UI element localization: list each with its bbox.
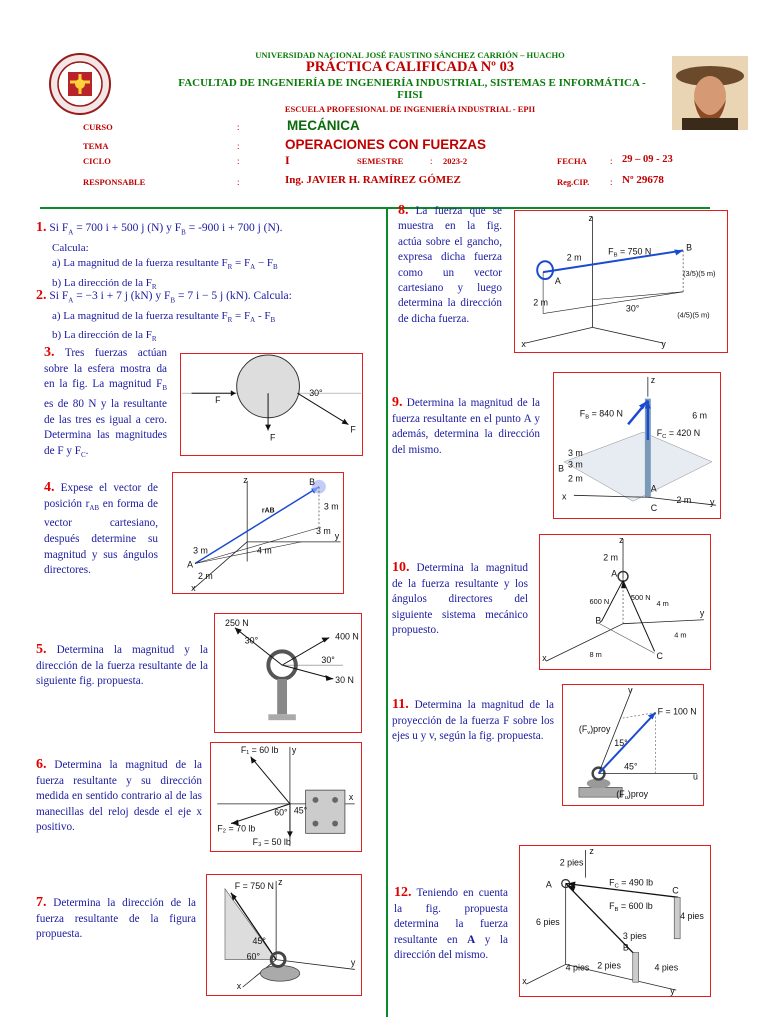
fig8-angle: 30° bbox=[625, 303, 640, 314]
fig6-f1: F₁ = 60 lb bbox=[240, 744, 279, 755]
problem-1-sub-a: A bbox=[68, 228, 74, 237]
fig8-r2: (4/5)(5 m) bbox=[677, 310, 710, 320]
problem-3-text: Tres fuerzas actúan sobre la esfera mostra da en la fig. La magnitud F bbox=[44, 347, 167, 391]
curso-value: MECÁNICA bbox=[287, 118, 360, 133]
fig9-fbv: = 840 N bbox=[589, 408, 623, 419]
problem-9-number: 9. bbox=[392, 395, 403, 410]
ciclo-value: I bbox=[285, 153, 290, 167]
problem-10-number: 10. bbox=[392, 560, 410, 575]
fig5-f2: 400 N bbox=[335, 631, 359, 642]
svg-text:FB = 750 N: $F_B = 750$ N bbox=[608, 246, 652, 259]
svg-text:FB = 840 N: $F_B = 840$ N bbox=[579, 408, 623, 421]
problem-4: 4. Expese el vector de posición $r_{AB}$ en forma de vector cartesiano, después determine su magnitud y sus ángulos directores. bbox=[44, 480, 158, 577]
problem-12-number: 12. bbox=[394, 885, 412, 900]
fig10-a: A bbox=[611, 568, 618, 579]
problem-12 bbox=[394, 885, 508, 964]
fig11-u: u bbox=[693, 771, 698, 782]
problem-6 bbox=[36, 757, 202, 836]
svg-text:FB = 600 lb: $F_B = 600$ lb bbox=[609, 901, 653, 914]
problem-12-bold: A bbox=[467, 933, 476, 946]
fig7-a1: 45° bbox=[252, 935, 266, 946]
fig6-f3: F₃ = 50 lb bbox=[252, 837, 291, 848]
fig9-y: y bbox=[709, 497, 715, 508]
fig9-z: z bbox=[650, 374, 656, 385]
fig4-a: A bbox=[187, 559, 194, 570]
fig10-c: C bbox=[656, 651, 663, 662]
fig8-fb: F bbox=[608, 246, 614, 257]
problem-6-number: 6. bbox=[36, 757, 47, 772]
problem-2-part-b: b) La dirección de la $F_R$ bbox=[52, 329, 157, 344]
svg-text:(Fv)proy: $(F_v)proy$ bbox=[578, 724, 611, 737]
problem-1-part-b: b) La dirección de la $F_R$ bbox=[52, 276, 157, 292]
fig9-c: C bbox=[650, 503, 658, 514]
semestre-colon: : bbox=[430, 156, 433, 166]
regcip-label: Reg.CIP. bbox=[557, 177, 590, 187]
fig4-r: rAB bbox=[261, 507, 275, 515]
fig12-d5: 4 pies bbox=[565, 962, 590, 973]
fig11-fu: (F bbox=[616, 789, 625, 800]
fig12-a: A bbox=[545, 879, 552, 890]
problem-4-text: Expese el vector de posición r bbox=[44, 482, 158, 510]
fig12-fcv: = 490 lb bbox=[618, 877, 654, 888]
fig7-x: x bbox=[236, 981, 242, 992]
problem-2-part-a: a) La magnitud de la fuerza resultante $F_R = F_A - F_B$ bbox=[52, 309, 276, 324]
problem-11-text: Determina la magnitud de la proyección de la fuerza F sobre los ejes u y v, según la fig. propuesta. bbox=[392, 699, 555, 743]
fig6-a2: 45° bbox=[293, 805, 308, 816]
problem-4-text2: en forma de vector cartesiano, después determine su magnitud y sus ángulos directores. bbox=[44, 497, 158, 577]
figure-3 bbox=[180, 353, 363, 456]
fig9-fcv: = 420 N bbox=[666, 428, 701, 439]
school-name: ESCUELA PROFESIONAL DE INGENIERÍA INDUSTRIAL - EPII bbox=[284, 104, 536, 114]
fig10-b: B bbox=[595, 615, 602, 626]
problem-3-number: 3. bbox=[44, 345, 55, 360]
curso-colon: : bbox=[237, 122, 240, 132]
ciclo-label: CICLO bbox=[83, 156, 111, 166]
responsable-colon: : bbox=[237, 177, 240, 187]
fig4-d5: 2 m bbox=[198, 571, 213, 582]
fig10-d3: 4 m bbox=[674, 630, 687, 640]
fig9-b: B bbox=[558, 463, 565, 474]
fig8-z: z bbox=[588, 212, 593, 223]
problem-5-number: 5. bbox=[36, 642, 47, 657]
fig11-v: v bbox=[628, 685, 633, 695]
problem-11 bbox=[392, 697, 554, 745]
fig6-f2: F₂ = 70 lb bbox=[217, 823, 256, 834]
fig10-x: x bbox=[542, 653, 547, 664]
fig11-fv: (F bbox=[578, 724, 588, 735]
problem-1-calc: Calcula: bbox=[52, 241, 89, 254]
figure-12 bbox=[519, 845, 711, 997]
fig10-d4: 8 m bbox=[589, 650, 602, 660]
fig3-fb: F bbox=[270, 432, 276, 443]
figure-9 bbox=[553, 372, 721, 519]
figure-10 bbox=[539, 534, 711, 670]
practice-title: PRÁCTICA CALIFICADA Nº 03 bbox=[305, 59, 515, 75]
problem-2-number: 2. bbox=[36, 288, 47, 303]
fig12-d1: 2 pies bbox=[559, 857, 584, 868]
fig10-z: z bbox=[619, 535, 624, 545]
problem-8-text: La fuerza que se muestra en la fig. actúa sobre el gancho, expresa dicha fuerza como un vector cartesiano y luego determina la dirección de dicha fuerza. bbox=[398, 205, 503, 325]
fig8-y: y bbox=[661, 339, 666, 350]
fig10-y: y bbox=[699, 607, 705, 618]
portrait-icon bbox=[672, 56, 748, 130]
ciclo-colon: : bbox=[237, 156, 240, 166]
problem-11-number: 11. bbox=[392, 697, 409, 712]
figure-11 bbox=[562, 684, 704, 806]
svg-text:(Fu)proy: $(F_u)proy$ bbox=[616, 789, 649, 802]
fig3-angle: 30° bbox=[309, 388, 323, 399]
fig4-d4: 3 m bbox=[193, 545, 208, 556]
problem-2-eq-b: = 7 i − 5 j (kN). Calcula: bbox=[175, 290, 292, 302]
problem-8 bbox=[398, 203, 502, 327]
university-logo bbox=[48, 52, 112, 116]
fig10-d1: 2 m bbox=[603, 552, 619, 563]
problem-12-text2: y la dirección del mismo. bbox=[394, 933, 508, 962]
fig12-x: x bbox=[522, 976, 527, 987]
semestre-value: 2023-2 bbox=[443, 156, 468, 166]
faculty-acronym: FIISI bbox=[397, 89, 423, 101]
fig11-a2: 45° bbox=[624, 761, 638, 772]
fig8-b: B bbox=[686, 242, 692, 253]
svg-text:FC = 490 lb: $F_C = 490$ lb bbox=[609, 877, 654, 890]
fig9-d4: 2 m bbox=[567, 473, 583, 484]
fig12-d2: 6 pies bbox=[536, 916, 560, 927]
problem-10-text: Determina la magnitud de la fuerza resultante y los ángulos directores del siguiente sistema mecánico propuesto. bbox=[392, 562, 528, 637]
problem-2: 2. Si $F_A = -3$ i + 7 j (kN) y $F_B = 7$ i − 5 j (kN). Calcula: a) La magnitud de la fuerza resultante $F_R = F_A - F_B$ b) La dirección de la $F_R$ bbox=[36, 288, 386, 348]
problem-3: 3. Tres fuerzas actúan sobre la esfera mostra da en la fig. La magnitud $F_B$ es de 80 N y la resultante de las tres es igual a cero. Determina las magnitudes de F y $F_C$. bbox=[44, 345, 167, 460]
problem-6-text: Determina la magnitud de la fuerza resultante y su dirección medida en sentido contrario al de las manecillas del reloj desde el eje x positivo. bbox=[36, 759, 203, 834]
fig9-a: A bbox=[650, 483, 657, 494]
figure-5 bbox=[214, 613, 362, 733]
fig9-x: x bbox=[562, 491, 567, 502]
fig6-y: y bbox=[291, 744, 297, 755]
problem-2-statement: Si F bbox=[49, 290, 69, 302]
fig12-fbv: = 600 lb bbox=[618, 901, 653, 912]
fig8-d2: 2 m bbox=[533, 297, 549, 308]
problem-1-sub-b: B bbox=[181, 228, 186, 237]
fig10-d2: 4 m bbox=[656, 598, 669, 608]
fig12-d6: 2 pies bbox=[597, 960, 621, 971]
semestre-label: SEMESTRE bbox=[357, 156, 404, 166]
fig7-a2: 60° bbox=[246, 951, 260, 962]
fig10-f1: 600 N bbox=[589, 596, 610, 606]
fig12-d4: 3 pies bbox=[622, 930, 647, 941]
regcip-value: Nº 29678 bbox=[622, 174, 664, 186]
fig8-d1: 2 m bbox=[566, 252, 582, 263]
fig4-d2: 3 m bbox=[316, 525, 331, 536]
fig12-fb: F bbox=[609, 901, 615, 912]
fig9-fc: F bbox=[656, 428, 663, 439]
fig12-fc: F bbox=[609, 877, 615, 888]
problem-4-number: 4. bbox=[44, 480, 55, 495]
tema-label: TEMA bbox=[83, 141, 109, 151]
fig9-d1: 6 m bbox=[692, 410, 708, 421]
svg-text:FC = 420 N: $F_C = 420$ N bbox=[656, 428, 701, 441]
fig5-f3: 30 N bbox=[335, 674, 354, 685]
problem-5 bbox=[36, 642, 208, 690]
fig5-a2: 30° bbox=[321, 655, 335, 666]
fig9-fb: F bbox=[579, 408, 586, 419]
fig5-f1: 250 N bbox=[225, 617, 249, 628]
problem-12-text: Teniendo en cuenta la fig. propuesta determina la fuerza resultante en bbox=[394, 887, 508, 946]
problem-7-text: Determina la dirección de la fuerza resultante de la figura propuesta. bbox=[36, 897, 196, 941]
header-divider bbox=[40, 207, 710, 209]
fig3-fc: F bbox=[350, 424, 356, 435]
fig4-d3: 4 m bbox=[257, 545, 272, 556]
fecha-value: 29 – 09 - 23 bbox=[622, 154, 673, 165]
fig12-d3: 4 pies bbox=[680, 911, 704, 922]
problem-10 bbox=[392, 560, 528, 639]
fig5-a1: 30° bbox=[244, 635, 259, 646]
problem-2-eq-a: = −3 i + 7 j (kN) y F bbox=[73, 290, 171, 302]
university-name: UNIVERSIDAD NACIONAL JOSÉ FAUSTINO SÁNCHEZ CARRIÓN – HUACHO bbox=[255, 50, 565, 60]
fig3-fa: F bbox=[215, 395, 221, 406]
faculty-name: FACULTAD DE INGENIERÍA DE INGENIERÍA INDUSTRIAL, SISTEMAS E INFORMÁTICA - bbox=[178, 77, 646, 89]
fig4-b: B bbox=[309, 476, 316, 487]
problem-1-number: 1. bbox=[36, 220, 47, 235]
fig8-x: x bbox=[521, 339, 526, 350]
problem-5-text: Determina la magnitud y la dirección de la fuerza resultante de la siguiente fig. propuesta. bbox=[36, 644, 209, 688]
problem-8-number: 8. bbox=[398, 203, 409, 218]
problem-1-eq-a: = 700 i + 500 j (N) y F bbox=[73, 222, 182, 234]
university-seal-icon bbox=[48, 52, 112, 116]
fig12-y: y bbox=[670, 986, 675, 996]
figure-4 bbox=[172, 472, 344, 594]
responsable-label: RESPONSABLE bbox=[83, 177, 146, 187]
fig8-a: A bbox=[554, 275, 561, 286]
fig7-y: y bbox=[350, 957, 356, 968]
fig4-x: x bbox=[191, 583, 196, 593]
problem-9-text: Determina la magnitud de la fuerza resultante en el punto A y además, determina la dirección del mismo. bbox=[392, 397, 540, 456]
fig8-r1: (3/5)(5 m) bbox=[683, 269, 716, 279]
problem-3-text2: es de 80 N y la resultante de las tres es igual a cero. Determina las magnitudes de F y F bbox=[44, 398, 167, 457]
fig9-d3: 3 m bbox=[567, 459, 583, 470]
problem-1-eq-b: = -900 i + 700 j (N). bbox=[185, 222, 283, 234]
figure-6 bbox=[210, 742, 362, 852]
fig4-z: z bbox=[243, 474, 248, 485]
problem-7-number: 7. bbox=[36, 895, 47, 910]
fig11-fvs: )proy bbox=[590, 724, 611, 735]
problem-1-statement: Si F bbox=[49, 222, 69, 234]
problem-1 bbox=[36, 220, 386, 296]
problem-7 bbox=[36, 895, 196, 943]
problem-1-part-a: a) La magnitud de la fuerza resultante $F_R = F_A - F_B$ bbox=[52, 257, 278, 272]
fecha-colon: : bbox=[610, 156, 613, 166]
fig11-fus: )proy bbox=[627, 789, 649, 800]
fig12-c: C bbox=[672, 885, 679, 896]
tema-colon: : bbox=[237, 141, 240, 151]
column-divider bbox=[386, 207, 388, 1017]
fig12-d7: 4 pies bbox=[654, 962, 679, 973]
fig6-x: x bbox=[348, 791, 354, 802]
problem-9 bbox=[392, 395, 540, 458]
figure-8 bbox=[514, 210, 728, 353]
author-photo bbox=[672, 56, 748, 130]
fig4-d1: 3 m bbox=[323, 501, 339, 512]
curso-label: CURSO bbox=[83, 122, 113, 132]
fig9-d2: 3 m bbox=[567, 447, 583, 458]
responsable-value: Ing. JAVIER H. RAMÍREZ GÓMEZ bbox=[285, 174, 461, 186]
fig11-force: F = 100 N bbox=[657, 706, 697, 717]
fig12-z: z bbox=[589, 846, 594, 856]
fig12-b: B bbox=[622, 942, 629, 953]
fig8-fbv: = 750 N bbox=[617, 246, 652, 257]
fig9-d5: 2 m bbox=[676, 495, 692, 506]
regcip-colon: : bbox=[610, 177, 613, 187]
figure-7 bbox=[206, 874, 362, 996]
fig10-f2: 500 N bbox=[630, 593, 651, 603]
fig4-y: y bbox=[334, 530, 340, 541]
fig11-a1: 15° bbox=[614, 737, 628, 748]
fig6-a1: 60° bbox=[274, 807, 288, 818]
fig7-z: z bbox=[278, 876, 283, 887]
fecha-label: FECHA bbox=[557, 156, 587, 166]
tema-value: OPERACIONES CON FUERZAS bbox=[285, 137, 487, 152]
fig7-force: F = 750 N bbox=[234, 880, 274, 891]
